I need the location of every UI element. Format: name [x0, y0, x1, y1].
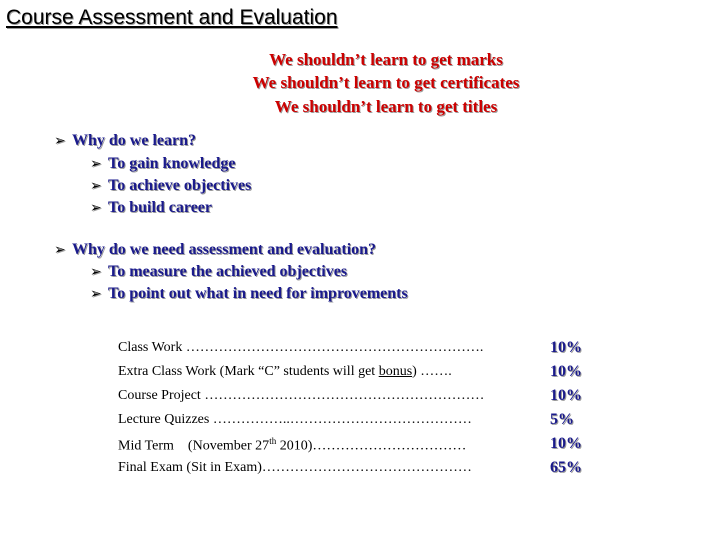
grading-row-label: Final Exam (Sit in Exam)……………………………………… — [118, 460, 472, 475]
section1-item-row — [90, 155, 235, 173]
section1-item: To build career — [108, 199, 213, 216]
grading-label-text: ) ……. — [412, 364, 452, 379]
section2-item: To point out what in need for improvements — [108, 285, 408, 302]
section2-heading-row — [54, 241, 376, 259]
arrow-bullet-icon: ➢ — [90, 264, 102, 280]
section1-item: To gain knowledge — [108, 155, 236, 172]
motto-line-1: We shouldn’t learn to get marks — [269, 50, 503, 69]
section2-item: To measure the achieved objectives — [108, 263, 348, 280]
section1-item: To achieve objectives — [108, 177, 252, 194]
section1-heading: Why do we learn? — [72, 132, 196, 149]
grading-row-label — [118, 436, 466, 455]
motto-line-2: We shouldn’t learn to get certificates — [252, 73, 520, 92]
arrow-bullet-icon: ➢ — [90, 178, 102, 194]
grading-row-percent: 10% — [550, 435, 582, 452]
grading-row-label: Lecture Quizzes ……………..………………………………… — [118, 412, 472, 427]
grading-row-percent: 10% — [550, 339, 582, 356]
grading-row-percent: 65% — [550, 459, 582, 476]
grading-row-percent: 10% — [550, 363, 582, 380]
arrow-bullet-icon: ➢ — [90, 156, 102, 172]
section1-heading-row — [54, 132, 196, 150]
grading-row-label — [118, 364, 452, 380]
grading-row-label: Course Project …………………………………………………… — [118, 388, 485, 403]
motto-line-3: We shouldn’t learn to get titles — [274, 97, 498, 116]
grading-row-label: Class Work ………………………………………………………. — [118, 340, 484, 355]
arrow-bullet-icon: ➢ — [90, 200, 102, 216]
grading-row-percent: 5% — [550, 411, 574, 428]
section2-item-row — [90, 285, 408, 303]
section2-heading: Why do we need assessment and evaluation? — [72, 241, 377, 258]
section1-item-row — [90, 199, 212, 217]
bonus-text: bonus — [378, 364, 413, 379]
arrow-bullet-icon: ➢ — [90, 286, 102, 302]
grading-label-text: 2010)…………………………… — [276, 438, 467, 454]
arrow-bullet-icon: ➢ — [54, 242, 66, 258]
section2-item-row — [90, 263, 347, 281]
page-title: Course Assessment and Evaluation — [6, 6, 338, 29]
grading-label-text: Extra Class Work (Mark “C” students will get — [118, 364, 379, 379]
grading-row-percent: 10% — [550, 387, 582, 404]
superscript-text: th — [269, 436, 277, 446]
arrow-bullet-icon: ➢ — [54, 133, 66, 149]
grading-label-text: Mid Term (November 27 — [118, 438, 270, 454]
section1-item-row — [90, 177, 251, 195]
